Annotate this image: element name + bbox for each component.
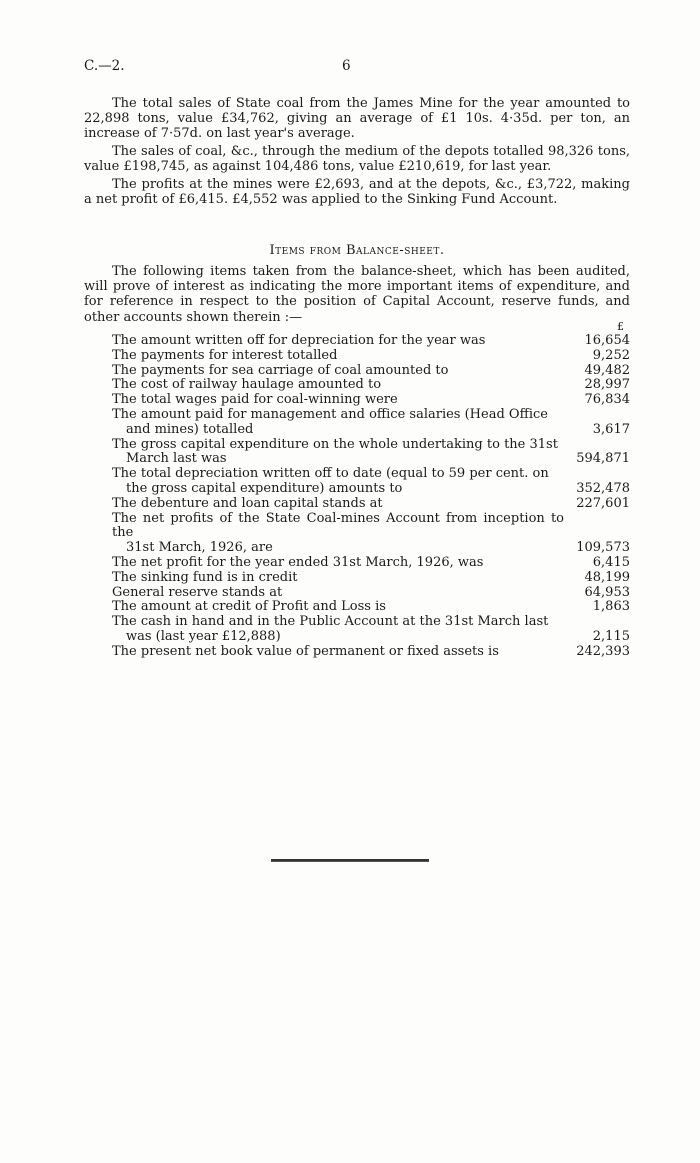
balance-item-amount: 242,393: [576, 643, 630, 659]
balance-item-label-text: The payments for interest totalled: [112, 347, 338, 363]
balance-item: [112, 615, 630, 645]
balance-item-label-text: The net profit for the year ended 31st March, 1926, was: [112, 554, 484, 570]
balance-item-amount: 76,834: [584, 392, 630, 408]
balance-item-label-text: The debenture and loan capital stands at: [112, 495, 383, 511]
balance-item-amount: 352,478: [576, 480, 630, 496]
balance-item-label-text: The payments for sea carriage of coal amounted to: [112, 362, 449, 378]
balance-item-amount: 49,482: [584, 362, 630, 378]
balance-item-label: [112, 512, 630, 556]
balance-item: [112, 645, 630, 660]
balance-item-amount: 64,953: [584, 584, 630, 600]
balance-item-amount: 9,252: [592, 347, 630, 363]
balance-item-amount: 594,871: [576, 451, 630, 467]
balance-item-amount: 2,115: [592, 628, 630, 644]
balance-item: [112, 378, 630, 393]
balance-item: [112, 571, 630, 586]
paragraph-james-mine-sales: The total sales of State coal from the James Mine for the year amounted to 22,898 tons, value £34,762, giving an average of £1 10s. 4·35d. per ton, an increase of 7·57d. on last year's average.: [84, 96, 630, 142]
balance-item: [112, 364, 630, 379]
balance-item-label-text: The total wages paid for coal-winning were: [112, 392, 398, 408]
balance-item: [112, 393, 630, 408]
balance-item-label-continuation: and mines) totalled: [126, 421, 254, 437]
balance-item-label-text: The cost of railway haulage amounted to: [112, 377, 382, 393]
balance-sheet-items: [112, 334, 630, 660]
balance-item-label: [112, 364, 630, 379]
balance-item: [112, 497, 630, 512]
balance-item-label-text: The net profits of the State Coal-mines Account from inception to the: [112, 510, 564, 541]
balance-item-label: [112, 497, 630, 512]
paragraph-depot-sales: The sales of coal, &c., through the medium of the depots totalled 98,326 tons, value £198,745, as against 104,486 tons, value £210,619, for last year.: [84, 144, 630, 175]
balance-item-label: [112, 378, 630, 393]
balance-item-label: [112, 349, 630, 364]
balance-item-label-text: The amount at credit of Profit and Loss is: [112, 599, 386, 615]
balance-item-amount: 16,654: [584, 333, 630, 348]
balance-item: [112, 586, 630, 601]
balance-item-label: [112, 615, 630, 645]
balance-item-label-continuation: was (last year £12,888): [126, 628, 281, 644]
balance-item-label-continuation: 31st March, 1926, are: [126, 540, 273, 556]
balance-item-label: [112, 408, 630, 438]
balance-item-label-text: General reserve stands at: [112, 584, 283, 600]
balance-item-amount: 48,199: [584, 569, 630, 585]
balance-item-label: [112, 571, 630, 586]
balance-item-amount: 6,415: [592, 554, 630, 570]
balance-item-label-text: The present net book value of permanent or fixed assets is: [112, 643, 499, 659]
balance-item-amount: 109,573: [576, 540, 630, 556]
page-number: 6: [342, 58, 351, 74]
balance-item-label: [112, 600, 630, 615]
balance-item: [112, 334, 630, 349]
balance-item-label-text: The amount paid for management and office salaries (Head Office: [112, 406, 548, 422]
balance-item: [112, 512, 630, 556]
balance-item-label: [112, 645, 630, 660]
balance-item: [112, 556, 630, 571]
balance-item-label-text: The amount written off for depreciation for the year was: [112, 333, 486, 348]
balance-item: [112, 349, 630, 364]
document-reference: C.—2.: [84, 58, 125, 74]
balance-item-label-continuation: the gross capital expenditure) amounts to: [126, 480, 403, 496]
balance-item-label: [112, 393, 630, 408]
balance-item-label-continuation: March last was: [126, 451, 227, 467]
balance-item-amount: 28,997: [584, 377, 630, 393]
paragraph-profits: The profits at the mines were £2,693, and at the depots, &c., £3,722, making a net profit of £6,415. £4,552 was applied to the Sinking Fund Account.: [84, 177, 630, 208]
closing-rule: [271, 859, 429, 862]
balance-item-label: [112, 586, 630, 601]
balance-item: [112, 600, 630, 615]
balance-item-label: [112, 438, 630, 468]
balance-item-label-text: The cash in hand and in the Public Account at the 31st March last: [112, 614, 549, 630]
balance-item-amount: 1,863: [592, 599, 630, 615]
balance-item-label: [112, 334, 630, 349]
balance-item: [112, 438, 630, 468]
page-header: [84, 58, 630, 76]
balance-item-label-text: The gross capital expenditure on the whole undertaking to the 31st: [112, 436, 558, 452]
balance-item-label-text: The sinking fund is in credit: [112, 569, 298, 585]
balance-item: [112, 467, 630, 497]
currency-column-header: £: [617, 320, 624, 333]
balance-item-amount: 3,617: [592, 421, 630, 437]
balance-item-label-text: The total depreciation written off to date (equal to 59 per cent. on: [112, 466, 549, 482]
balance-item-label: [112, 556, 630, 571]
paragraph-balance-sheet-intro: The following items taken from the balance-sheet, which has been audited, will prove of interest as indicating the more important items of expenditure, and for reference in respect to the position of Capital Account, reserve funds, and other accounts shown therein :—: [84, 264, 630, 325]
balance-item-label: [112, 467, 630, 497]
balance-item: [112, 408, 630, 438]
section-heading: Items from Balance-sheet.: [269, 243, 445, 258]
balance-item-amount: 227,601: [576, 495, 630, 511]
